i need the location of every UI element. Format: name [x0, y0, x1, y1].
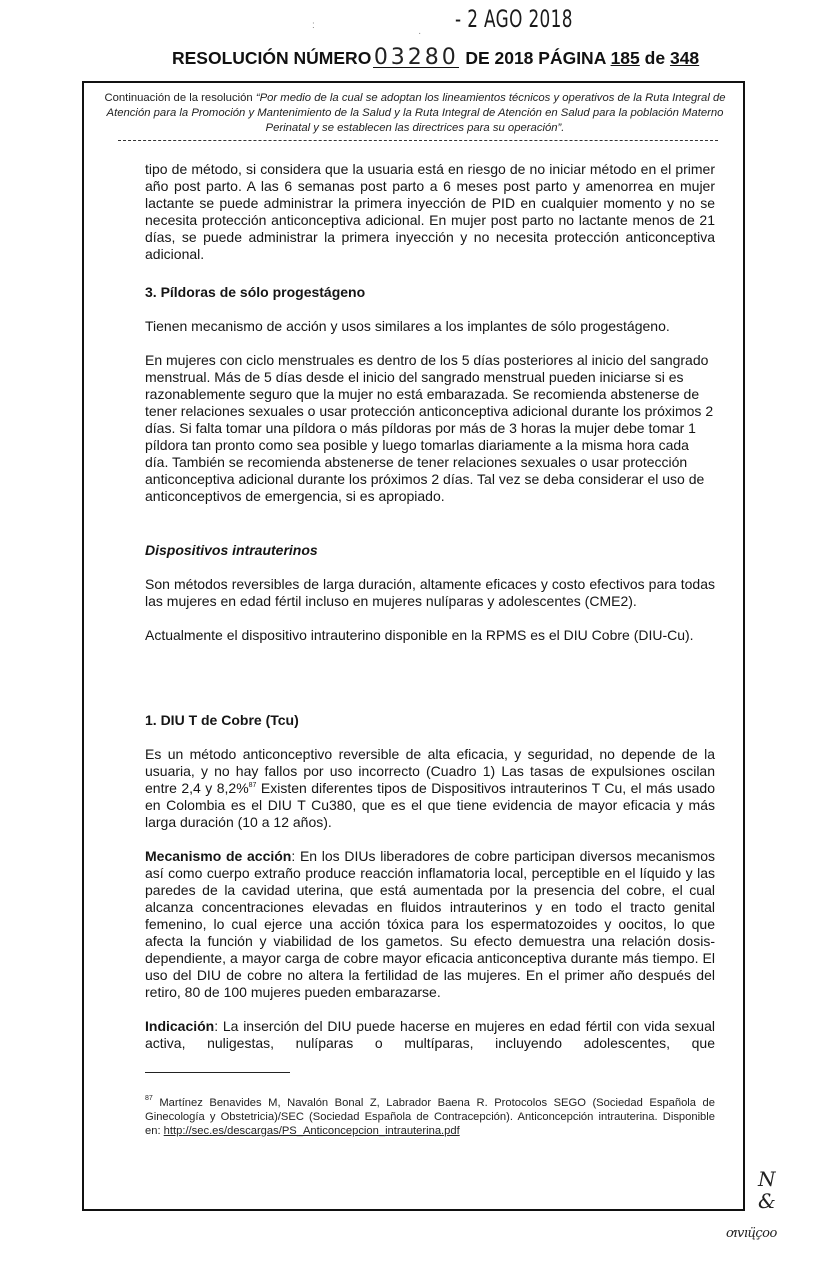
diu-cobre-text-b: Existen diferentes tipos de Dispositivos intrauterinos T Cu, el más usado en Colombia es el DIU T Cu380, que es el que tiene evidencia de mayor eficacia y más larga duración (10 a 12 años). [145, 780, 715, 830]
paragraph-intro: tipo de método, si considera que la usuaria está en riesgo de no iniciar método en el primer año post parto. A las 6 semanas post parto a 6 meses post parto y amenorrea en mujer lactante se puede administrar la primera inyección de PID en cualquier momento y no se necesita protección anticonceptiva adicional. En mujer post parto no lactante menos de 21 días, se puede administrar la primera inyección y no necesita protección anticonceptiva adicional. [145, 161, 715, 262]
footnote-link[interactable]: http://sec.es/descargas/PS_Anticoncepcion_intrauterina.pdf [163, 1125, 460, 1137]
footnote-number: 87 [145, 1095, 153, 1102]
header-prefix: RESOLUCIÓN NÚMERO [172, 48, 372, 68]
footnote-divider [145, 1072, 290, 1073]
scan-speck: : [312, 20, 315, 31]
page-number: 185 [610, 48, 640, 68]
footnote-ref-87[interactable]: 87 [248, 782, 257, 789]
paragraph-pildoras-1: Tienen mecanismo de acción y usos similares a los implantes de sólo progestágeno. [145, 318, 670, 334]
mecanismo-label: Mecanismo de acción [145, 848, 292, 864]
paragraph-dispositivos-2: Actualmente el dispositivo intrauterino disponible en la RPMS es el DIU Cobre (DIU-Cu). [145, 627, 694, 643]
paragraph-mecanismo [145, 848, 715, 1001]
mecanismo-text: : En los DIUs liberadores de cobre participan diversos mecanismos así como cuerpo extraño produce reacción inflamatoria local, perceptible en el líquido y las paredes de la cavidad uterina, que está aumentada por la presencia del cobre, el cual alcanza concentraciones elevadas en fluidos intrauterinos y en todo el tracto genital femenino, lo cual ejerce una acción tóxica para los espermatozoides y oocitos, lo que afecta la función y viabilidad de los gametos. Su efecto demuestra una relación dosis-dependiente, a mayor carga de cobre mayor eficacia anticonceptiva durante más tiempo. El uso del DIU de cobre no altera la fertilidad de las mujeres. En el primer año después del retiro, 80 de 100 mujeres pueden embarazarse. [145, 848, 716, 1000]
paragraph-indicacion [145, 1018, 715, 1052]
continuation-quote: “Por medio de la cual se adoptan los lineamientos técnicos y operativos de la Ruta Integral de Atención para la Promoción y Mantenimiento de la Salud y la Ruta Integral de Atención en Salud para la población Materno Perinatal y se establecen las directrices para su operación”. [106, 92, 726, 134]
paragraph-dispositivos-1: Son métodos reversibles de larga duración, altamente eficaces y costo efectivos para todas las mujeres en edad fértil incluso en mujeres nulíparas y adolescentes (CME2). [145, 576, 715, 609]
scan-speck: · [418, 28, 422, 39]
handwritten-initials: N & [758, 1167, 776, 1213]
paragraph-diu-cobre [145, 746, 715, 831]
paragraph-pildoras-2: En mujeres con ciclo menstruales es dentro de los 5 días posteriores al inicio del sangrado menstrual. Más de 5 días desde el inicio del sangrado menstrual pueden iniciarse si es razonablemente seguro que la mujer no está embarazada. Se recomienda abstenerse de tener relaciones sexuales o usar protección anticonceptiva adicional durante los próximos 2 días. Si falta tomar una píldora o más píldoras por más de 3 horas la mujer debe tomar 1 píldora tan pronto como sea posible y luego tomarlas diariamente a la misma hora cada día. También se recomienda abstenerse de tener relaciones sexuales o usar protección anticonceptiva adicional durante los próximos 2 días. Tal vez se deba considerar el uso de anticonceptivos de emergencia, si es apropiado. [145, 352, 714, 504]
footnote-87 [145, 1096, 715, 1138]
total-pages: 348 [669, 48, 700, 68]
section-heading-dispositivos: Dispositivos intrauterinos [145, 542, 318, 558]
dashed-divider [118, 140, 718, 141]
continuation-note [100, 91, 730, 136]
section-heading-pildoras: 3. Píldoras de sólo progestágeno [145, 284, 366, 300]
resolution-number: 03280 [373, 45, 459, 70]
header-middle: DE 2018 PÁGINA [465, 48, 606, 68]
continuation-lead: Continuación de la resolución [104, 92, 256, 104]
date-stamp: - 2 AGO 2018 [455, 5, 573, 33]
footnote-text: Martínez Benavides M, Navalón Bonal Z, Labrador Baena R. Protocolos SEGO (Sociedad Española de Ginecología y Obstetricia)/SEC (Sociedad Española de Contracepción). Anticoncepción intrauterina. Disponible en: [145, 1097, 715, 1137]
indicacion-text: : La inserción del DIU puede hacerse en mujeres en edad fértil con vida sexual activa, nuligestas, nulíparas o multíparas, incluyendo adolescentes, que [145, 1018, 715, 1051]
page-of-label: de [644, 48, 666, 68]
diu-cobre-text-a: Es un método anticonceptivo reversible de alta eficacia, y seguridad, no depende de la usuaria, y no hay fallos por uso incorrecto (Cuadro 1) Las tasas de expulsiones oscilan entre 2,4 y 8,2% [145, 746, 715, 796]
section-heading-diu-cobre: 1. DIU T de Cobre (Tcu) [145, 712, 299, 728]
indicacion-label: Indicación [145, 1018, 215, 1034]
resolution-header [172, 45, 700, 70]
handwritten-signature: ơıvıų̈çoo [726, 1226, 777, 1241]
